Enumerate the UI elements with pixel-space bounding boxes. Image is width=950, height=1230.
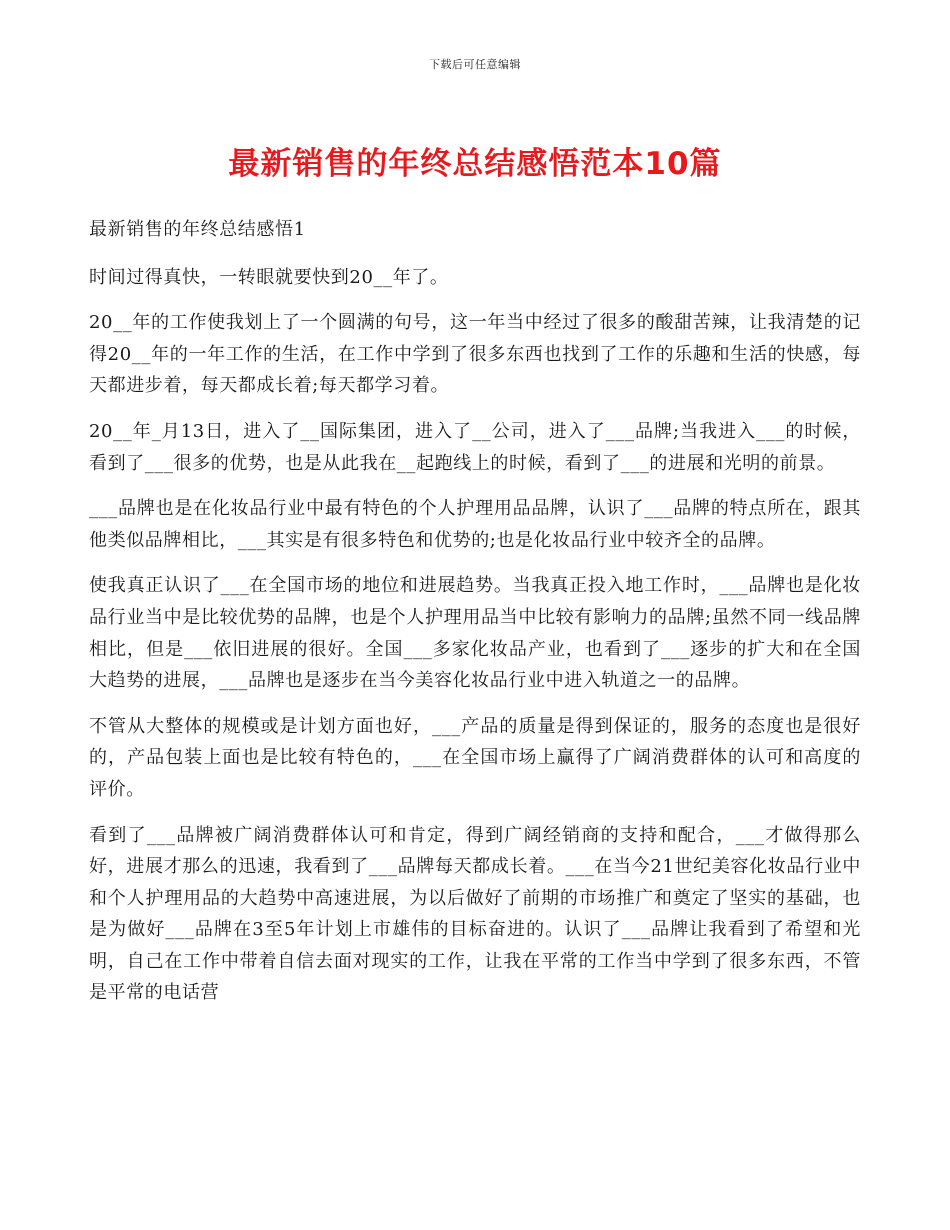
- section-heading: 最新销售的年终总结感悟1: [89, 219, 306, 240]
- paragraph: ___品牌也是在化妆品行业中最有特色的个人护理用品品牌，认识了___品牌的特点所在，跟其他类似品牌相比，___其实是有很多特色和优势的;也是化妆品行业中较齐全的品牌。: [89, 498, 861, 551]
- paragraph: 20__年的工作使我划上了一个圆满的句号，这一年当中经过了很多的酸甜苦辣，让我清楚的记得20__年的一年工作的生活，在工作中学到了很多东西也找到了工作的乐趣和生活的快感，每天都进步着，每天都成长着;每天都学习着。: [89, 312, 861, 397]
- document-body: [89, 214, 861, 1023]
- paragraph: 看到了___品牌被广阔消费群体认可和肯定，得到广阔经销商的支持和配合，___才做得那么好，进展才那么的迅速，我看到了___品牌每天都成长着。___在当今21世纪美容化妆品行业中和个人护理用品的大趋势中高速进展，为以后做好了前期的市场推广和奠定了坚实的基础，也是为做好___品牌在3至5年计划上市雄伟的目标奋进的。认识了___品牌让我看到了希望和光明，自己在工作中带着自信去面对现实的工作，让我在平常的工作当中学到了很多东西，不管是平常的电话营: [89, 824, 861, 1004]
- paragraph: 时间过得真快，一转眼就要快到20__年了。: [89, 266, 449, 288]
- document-title: 最新销售的年终总结感悟范本10篇: [228, 146, 722, 182]
- header-note: 下载后可任意编辑: [429, 58, 521, 71]
- paragraph: 20__年_月13日，进入了__国际集团，进入了__公司，进入了___品牌;当我进入___的时候，看到了___很多的优势，也是从此我在__起跑线上的时候，看到了___的进展和光明的前景。: [89, 420, 861, 474]
- paragraph: 不管从大整体的规模或是计划方面也好，___产品的质量是得到保证的，服务的态度也是很好的，产品包装上面也是比较有特色的，___在全国市场上赢得了广阔消费群体的认可和高度的评价。: [89, 715, 861, 800]
- paragraph: 使我真正认识了___在全国市场的地位和进展趋势。当我真正投入地工作时，___品牌也是化妆品行业当中是比较优势的品牌，也是个人护理用品当中比较有影响力的品牌;虽然不同一线品牌相比，但是___依旧进展的很好。全国___多家化妆品产业，也看到了___逐步的扩大和在全国大趋势的进展，___品牌也是逐步在当今美容化妆品行业中进入轨道之一的品牌。: [89, 575, 861, 692]
